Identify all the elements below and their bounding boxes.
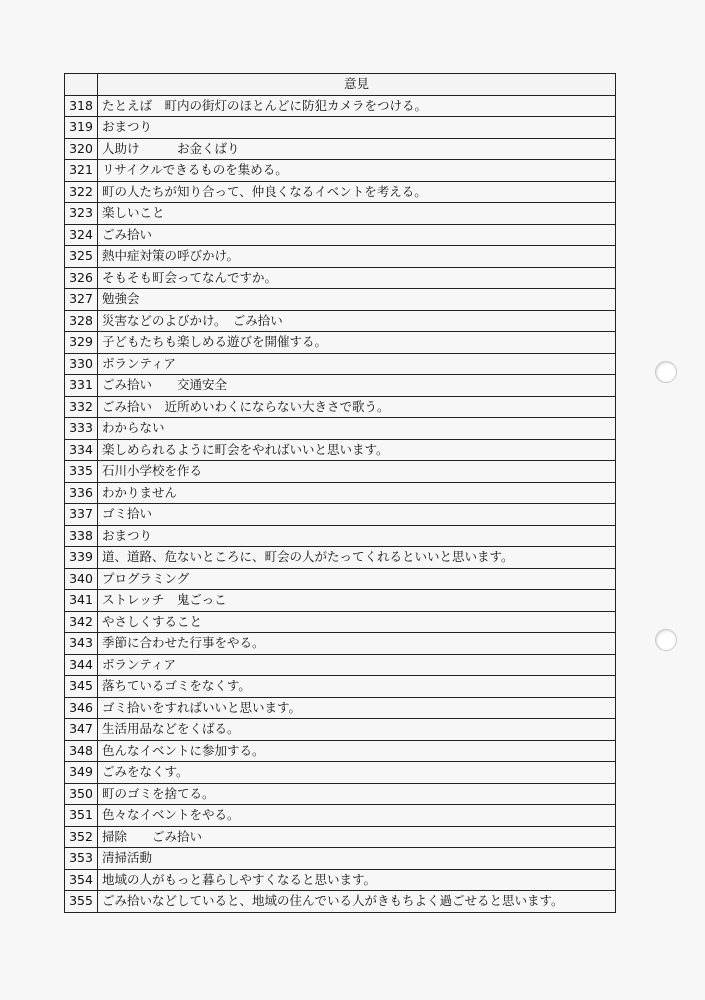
table-row — [65, 740, 616, 762]
table-row — [65, 224, 616, 246]
row-number: 325 — [65, 246, 98, 268]
row-number: 334 — [65, 439, 98, 461]
table-row — [65, 869, 616, 891]
opinion-text: 色んなイベントに参加する。 — [98, 740, 616, 762]
opinion-text: 清掃活動 — [98, 848, 616, 870]
table-row — [65, 332, 616, 354]
table-row — [65, 848, 616, 870]
opinion-text: 楽しめられるように町会をやればいいと思います。 — [98, 439, 616, 461]
row-number: 326 — [65, 267, 98, 289]
row-number: 321 — [65, 160, 98, 182]
table-row — [65, 783, 616, 805]
opinion-text: わかりません — [98, 482, 616, 504]
opinion-text: プログラミング — [98, 568, 616, 590]
row-number: 323 — [65, 203, 98, 225]
row-number: 345 — [65, 676, 98, 698]
punch-hole — [655, 629, 677, 651]
opinion-text: 楽しいこと — [98, 203, 616, 225]
table-row — [65, 504, 616, 526]
opinion-text: ストレッチ 鬼ごっこ — [98, 590, 616, 612]
opinion-text: 生活用品などをくばる。 — [98, 719, 616, 741]
row-number: 351 — [65, 805, 98, 827]
row-number: 338 — [65, 525, 98, 547]
table-row — [65, 676, 616, 698]
row-number: 320 — [65, 138, 98, 160]
opinion-text: おまつり — [98, 525, 616, 547]
table-header-row — [65, 74, 616, 96]
table-row — [65, 375, 616, 397]
row-number: 352 — [65, 826, 98, 848]
table-row — [65, 396, 616, 418]
table-row — [65, 719, 616, 741]
row-number: 322 — [65, 181, 98, 203]
punch-hole — [655, 361, 677, 383]
opinion-text: 色々なイベントをやる。 — [98, 805, 616, 827]
table-row — [65, 654, 616, 676]
row-number: 342 — [65, 611, 98, 633]
opinion-text: ボランティア — [98, 654, 616, 676]
row-number: 340 — [65, 568, 98, 590]
opinion-text: 石川小学校を作る — [98, 461, 616, 483]
table-row — [65, 181, 616, 203]
row-number: 337 — [65, 504, 98, 526]
table-row — [65, 439, 616, 461]
opinion-text: 子どもたちも楽しめる遊びを開催する。 — [98, 332, 616, 354]
row-number: 346 — [65, 697, 98, 719]
row-number: 347 — [65, 719, 98, 741]
opinion-text: 道、道路、危ないところに、町会の人がたってくれるといいと思います。 — [98, 547, 616, 569]
row-number: 343 — [65, 633, 98, 655]
opinion-text: リサイクルできるものを集める。 — [98, 160, 616, 182]
opinions-table — [64, 73, 616, 913]
table-row — [65, 525, 616, 547]
row-number: 318 — [65, 95, 98, 117]
row-number: 353 — [65, 848, 98, 870]
row-number: 329 — [65, 332, 98, 354]
table-row — [65, 117, 616, 139]
row-number: 354 — [65, 869, 98, 891]
opinion-text: 地域の人がもっと暮らしやすくなると思います。 — [98, 869, 616, 891]
opinion-text: 町のゴミを捨てる。 — [98, 783, 616, 805]
table-row — [65, 203, 616, 225]
row-number: 324 — [65, 224, 98, 246]
opinion-header-cell: 意見 — [98, 74, 616, 96]
row-number: 348 — [65, 740, 98, 762]
row-number: 332 — [65, 396, 98, 418]
row-number: 344 — [65, 654, 98, 676]
opinion-text: おまつり — [98, 117, 616, 139]
table-row — [65, 826, 616, 848]
row-number: 319 — [65, 117, 98, 139]
number-header-cell — [65, 74, 98, 96]
opinion-text: わからない — [98, 418, 616, 440]
row-number: 349 — [65, 762, 98, 784]
row-number: 327 — [65, 289, 98, 311]
row-number: 355 — [65, 891, 98, 913]
opinion-text: ゴミ拾いをすればいいと思います。 — [98, 697, 616, 719]
table-row — [65, 697, 616, 719]
row-number: 331 — [65, 375, 98, 397]
row-number: 330 — [65, 353, 98, 375]
opinion-text: 勉強会 — [98, 289, 616, 311]
table-body — [65, 95, 616, 912]
table-row — [65, 246, 616, 268]
table-row — [65, 805, 616, 827]
row-number: 328 — [65, 310, 98, 332]
opinion-text: ごみ拾い — [98, 224, 616, 246]
opinion-text: ごみ拾い 交通安全 — [98, 375, 616, 397]
table-row — [65, 289, 616, 311]
opinion-text: 災害などのよびかけ。 ごみ拾い — [98, 310, 616, 332]
opinion-text: ボランティア — [98, 353, 616, 375]
row-number: 336 — [65, 482, 98, 504]
row-number: 335 — [65, 461, 98, 483]
row-number: 339 — [65, 547, 98, 569]
table-row — [65, 611, 616, 633]
table-row — [65, 267, 616, 289]
opinion-text: 季節に合わせた行事をやる。 — [98, 633, 616, 655]
table-row — [65, 482, 616, 504]
opinion-text: そもそも町会ってなんですか。 — [98, 267, 616, 289]
opinion-text: たとえば 町内の街灯のほとんどに防犯カメラをつける。 — [98, 95, 616, 117]
table-row — [65, 891, 616, 913]
table-row — [65, 138, 616, 160]
opinion-text: 掃除 ごみ拾い — [98, 826, 616, 848]
table-row — [65, 547, 616, 569]
table-row — [65, 568, 616, 590]
table-row — [65, 633, 616, 655]
table-row — [65, 310, 616, 332]
table-row — [65, 418, 616, 440]
opinion-text: ごみ拾い 近所めいわくにならない大きさで歌う。 — [98, 396, 616, 418]
table-row — [65, 353, 616, 375]
row-number: 333 — [65, 418, 98, 440]
opinion-text: ゴミ拾い — [98, 504, 616, 526]
table-row — [65, 590, 616, 612]
row-number: 350 — [65, 783, 98, 805]
opinion-text: 熱中症対策の呼びかけ。 — [98, 246, 616, 268]
table-row — [65, 95, 616, 117]
table-row — [65, 762, 616, 784]
opinion-text: やさしくすること — [98, 611, 616, 633]
table-row — [65, 461, 616, 483]
opinion-text: 町の人たちが知り合って、仲良くなるイベントを考える。 — [98, 181, 616, 203]
opinion-text: 人助け お金くばり — [98, 138, 616, 160]
opinion-text: ごみ拾いなどしていると、地域の住んでいる人がきもちよく過ごせると思います。 — [98, 891, 616, 913]
row-number: 341 — [65, 590, 98, 612]
table-row — [65, 160, 616, 182]
opinion-text: 落ちているゴミをなくす。 — [98, 676, 616, 698]
opinion-text: ごみをなくす。 — [98, 762, 616, 784]
